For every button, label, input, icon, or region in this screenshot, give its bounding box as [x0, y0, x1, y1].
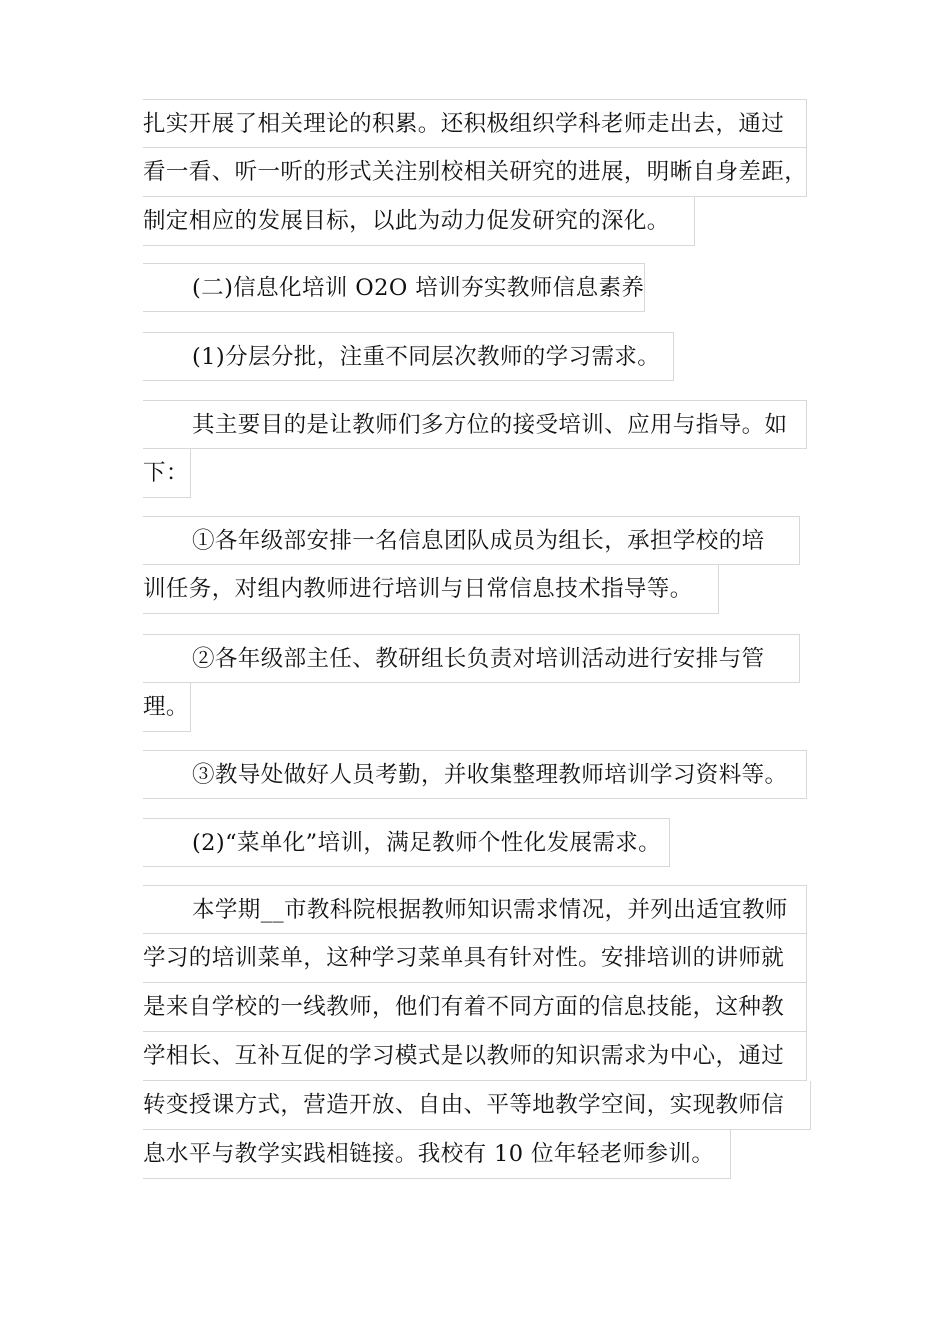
text-line: 看一看、听一听的形式关注别校相关研究的进展，明晰自身差距，	[143, 148, 807, 197]
text-line: 是来自学校的一线教师，他们有着不同方面的信息技能，这种教	[143, 983, 807, 1032]
section-heading: (二)信息化培训 O2O 培训夯实教师信息素养	[143, 263, 645, 312]
text-line: 本学期__市教科院根据教师知识需求情况，并列出适宜教师	[143, 885, 807, 934]
list-item: ③教导处做好人员考勤，并收集整理教师培训学习资料等。	[143, 750, 807, 799]
text-line: 学习的培训菜单，这种学习菜单具有针对性。安排培训的讲师就	[143, 934, 807, 983]
text-line: 转变授课方式，营造开放、自由、平等地教学空间，实现教师信	[143, 1081, 811, 1130]
text-line: 制定相应的发展目标，以此为动力促发研究的深化。	[143, 197, 695, 246]
subsection-heading: (2)“菜单化”培训，满足教师个性化发展需求。	[143, 818, 670, 867]
text-line: 息水平与教学实践相链接。我校有 10 位年轻老师参训。	[143, 1130, 731, 1179]
text-line: 理。	[143, 683, 191, 732]
subsection-heading: (1)分层分批，注重不同层次教师的学习需求。	[143, 332, 674, 381]
text-line: 其主要目的是让教师们多方位的接受培训、应用与指导。如	[143, 400, 807, 449]
list-item: ②各年级部主任、教研组长负责对培训活动进行安排与管	[143, 634, 800, 683]
text-line: 下：	[143, 449, 191, 498]
text-line: 训任务，对组内教师进行培训与日常信息技术指导等。	[143, 565, 719, 614]
text-line: 扎实开展了相关理论的积累。还积极组织学科老师走出去，通过	[143, 99, 807, 148]
list-item: ①各年级部安排一名信息团队成员为组长，承担学校的培	[143, 516, 800, 565]
text-line: 学相长、互补互促的学习模式是以教师的知识需求为中心，通过	[143, 1032, 807, 1081]
